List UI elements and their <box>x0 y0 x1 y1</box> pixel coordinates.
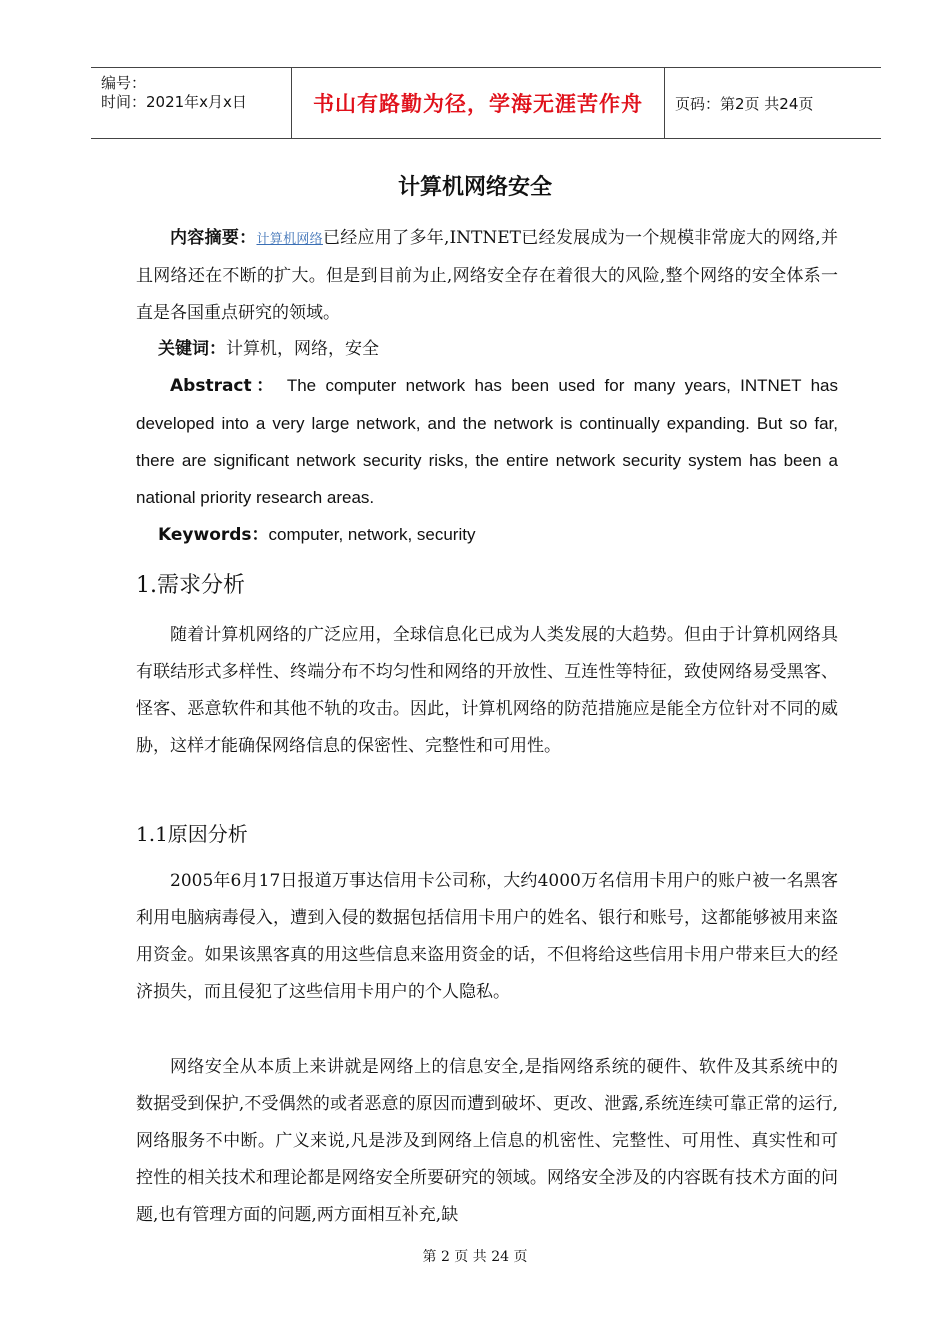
header-page-number: 页码：第2页 共24页 <box>675 94 814 113</box>
keywords-en-label: Keywords： <box>158 525 269 545</box>
section-1-1-para-2: 网络安全从本质上来讲就是网络上的信息安全,是指网络系统的硬件、软件及其系统中的数据受到保护,不受偶然的或者恶意的原因而遭到破坏、更改、泄露,系统连续可靠正常的运行,网络服务不中断。广义来说,凡是涉及到网络上信息的机密性、完整性、可用性、真实性和可控性的相关技术和理论都是网络安全所要研究的领域。网络安全涉及的内容既有技术方面的问题,也有管理方面的问题,两方面相互补充,缺 <box>136 1057 838 1225</box>
page-footer: 第 2 页 共 24 页 <box>422 1249 528 1265</box>
abstract-cn <box>136 220 838 332</box>
header-time: 时间：2021年x月x日 <box>101 93 247 111</box>
abstract-en-label: Abstract： <box>170 376 278 396</box>
header-motto: 书山有路勤为径，学海无涯苦作舟 <box>291 68 665 138</box>
section-1-text: 随着计算机网络的广泛应用，全球信息化已成为人类发展的大趋势。但由于计算机网络具有联结形式多样性、终端分布不均匀性和网络的开放性、互连性等特征，致使网络易受黑客、怪客、恶意软件和其他不轨的攻击。因此，计算机网络的防范措施应是能全方位针对不同的威胁，这样才能确保网络信息的保密性、完整性和可用性。 <box>136 625 838 756</box>
keywords-cn-text: 计算机，网络，安全 <box>226 339 379 358</box>
keywords-en <box>136 516 838 554</box>
keywords-cn <box>136 330 838 368</box>
document-title: 计算机网络安全 <box>397 175 552 200</box>
page-header <box>91 67 881 139</box>
keywords-en-text: computer, network, security <box>268 525 476 544</box>
keywords-cn-label: 关键词： <box>158 339 226 359</box>
section-1-heading: 1.需求分析 <box>136 573 245 598</box>
computer-network-link[interactable]: 计算机网络 <box>256 232 323 247</box>
section-1-1-para-1: 2005年6月17日报道万事达信用卡公司称，大约4000万名信用卡用户的账户被一名黑客利用电脑病毒侵入，遭到入侵的数据包括信用卡用户的姓名、银行和账号，这都能够被用来盗用资金。如果该黑客真的用这些信息来盗用资金的话，不但将给这些信用卡用户带来巨大的经济损失，而且侵犯了这些信用卡用户的个人隐私。 <box>136 871 838 1002</box>
abstract-en <box>136 367 838 516</box>
header-serial: 编号： <box>101 74 147 92</box>
header-meta <box>91 68 291 138</box>
abstract-cn-text: 已经应用了多年,INTNET已经发展成为一个规模非常庞大的网络,并且网络还在不断的扩大。但是到目前为止,网络安全存在着很大的风险,整个网络的安全体系一直是各国重点研究的领域。 <box>136 228 839 323</box>
abstract-en-text: The computer network has been used for many years, INTNET has developed into a very large network, and the network is continually expanding. But so far, there are significant network security risks, the entire network security system has been a national priority research areas. <box>136 376 838 507</box>
abstract-cn-label: 内容摘要： <box>170 228 257 248</box>
section-1-1-heading: 1.1原因分析 <box>136 822 248 846</box>
